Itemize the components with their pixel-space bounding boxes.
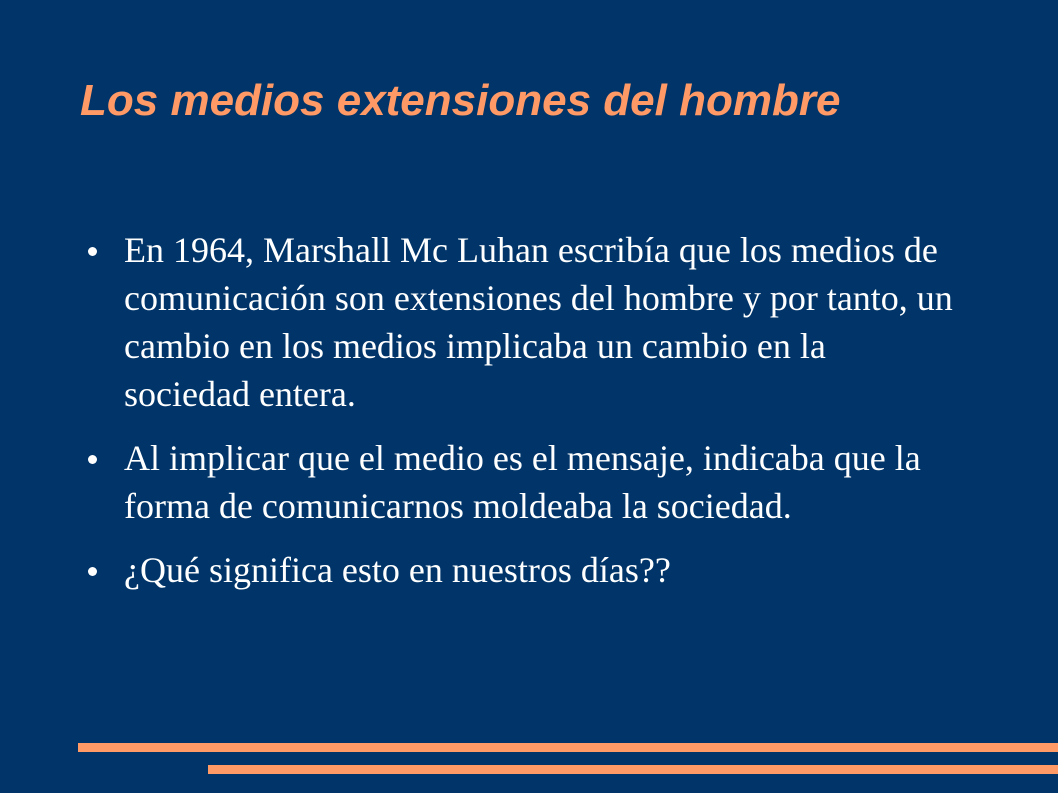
bullet-text: En 1964, Marshall Mc Luhan escribía que los medios de comunicación son extensiones del hombre y por tanto, un cambio en los medios implicaba un cambio en la sociedad entera. (124, 230, 953, 414)
bullet-list (88, 226, 958, 610)
slide-title: Los medios extensiones del hombre (80, 76, 841, 125)
bullet-text: Al implicar que el medio es el mensaje, indicaba que la forma de comunicarnos moldeaba la sociedad. (124, 438, 921, 526)
bullet-item (88, 546, 958, 594)
bullet-text: ¿Qué significa esto en nuestros días?? (124, 550, 671, 590)
bullet-dot-icon (88, 455, 97, 464)
decorative-rule-top (78, 743, 1058, 752)
decorative-rule-bottom (208, 765, 1058, 774)
bullet-dot-icon (88, 567, 97, 576)
bullet-item (88, 434, 958, 530)
bullet-item (88, 226, 958, 418)
bullet-dot-icon (88, 247, 97, 256)
